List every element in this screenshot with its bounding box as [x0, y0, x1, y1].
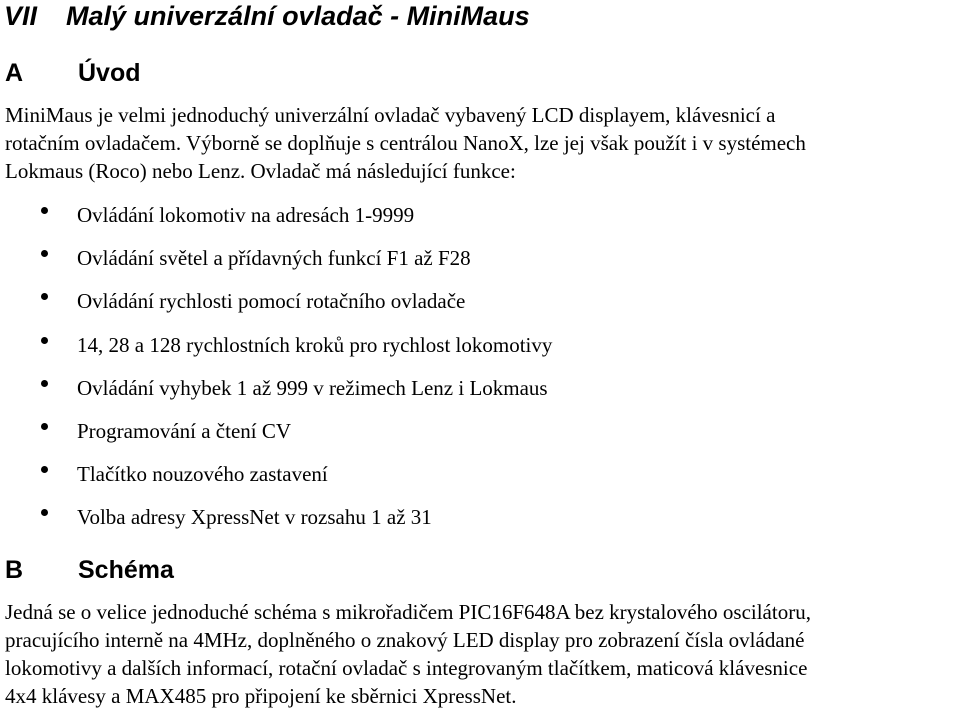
section-a-title: Úvod — [78, 59, 141, 87]
section-a-letter: A — [5, 59, 24, 87]
section-b-letter: B — [5, 556, 24, 584]
bullet-dot-icon — [41, 423, 48, 430]
schema-line: pracujícího interně na 4MHz, doplněného o znakový LED display pro zobrazení čísla ovládané — [5, 628, 805, 652]
intro-line: MiniMaus je velmi jednoduchý univerzální ovladač vybavený LCD displayem, klávesnicí a — [5, 103, 776, 127]
feature-text: Ovládání světel a přídavných funkcí F1 až F28 — [77, 246, 471, 271]
feature-text: Ovládání rychlosti pomocí rotačního ovladače — [77, 289, 466, 314]
chapter-title: Malý univerzální ovladač - MiniMaus — [66, 1, 530, 31]
feature-text: Tlačítko nouzového zastavení — [77, 462, 328, 487]
bullet-dot-icon — [41, 250, 48, 257]
bullet-dot-icon — [41, 207, 48, 214]
feature-text: Ovládání vyhybek 1 až 999 v režimech Lenz i Lokmaus — [77, 375, 548, 400]
bullet-dot-icon — [41, 337, 48, 344]
bullet-dot-icon — [41, 293, 48, 300]
bullet-dot-icon — [41, 466, 48, 473]
bullet-dot-icon — [41, 380, 48, 387]
schema-line: 4x4 klávesy a MAX485 pro připojení ke sběrnici XpressNet. — [5, 684, 517, 708]
section-b-heading — [5, 555, 174, 585]
feature-text: 14, 28 a 128 rychlostních kroků pro rychlost lokomotivy — [77, 332, 553, 357]
section-a-heading — [5, 58, 141, 88]
chapter-number: VII — [4, 1, 38, 31]
schema-line: Jedná se o velice jednoduché schéma s mikrořadičem PIC16F648A bez krystalového oscilátoru, — [5, 600, 811, 624]
schema-line: lokomotivy a dalších informací, rotační ovladač s integrovaným tlačítkem, maticová klávesnice — [5, 656, 808, 680]
intro-line: Lokmaus (Roco) nebo Lenz. Ovladač má následující funkce: — [5, 159, 516, 183]
feature-text: Programování a čtení CV — [77, 418, 292, 443]
bullet-dot-icon — [41, 509, 48, 516]
intro-line: rotačním ovladačem. Výborně se doplňuje s centrálou NanoX, lze jej však použít i v systémech — [5, 131, 806, 155]
chapter-heading — [4, 0, 530, 32]
section-b-title: Schéma — [78, 556, 174, 584]
intro-paragraph — [5, 101, 960, 185]
feature-text: Volba adresy XpressNet v rozsahu 1 až 31 — [77, 505, 432, 530]
feature-text: Ovládání lokomotiv na adresách 1-9999 — [77, 203, 415, 227]
schema-paragraph — [5, 598, 960, 710]
